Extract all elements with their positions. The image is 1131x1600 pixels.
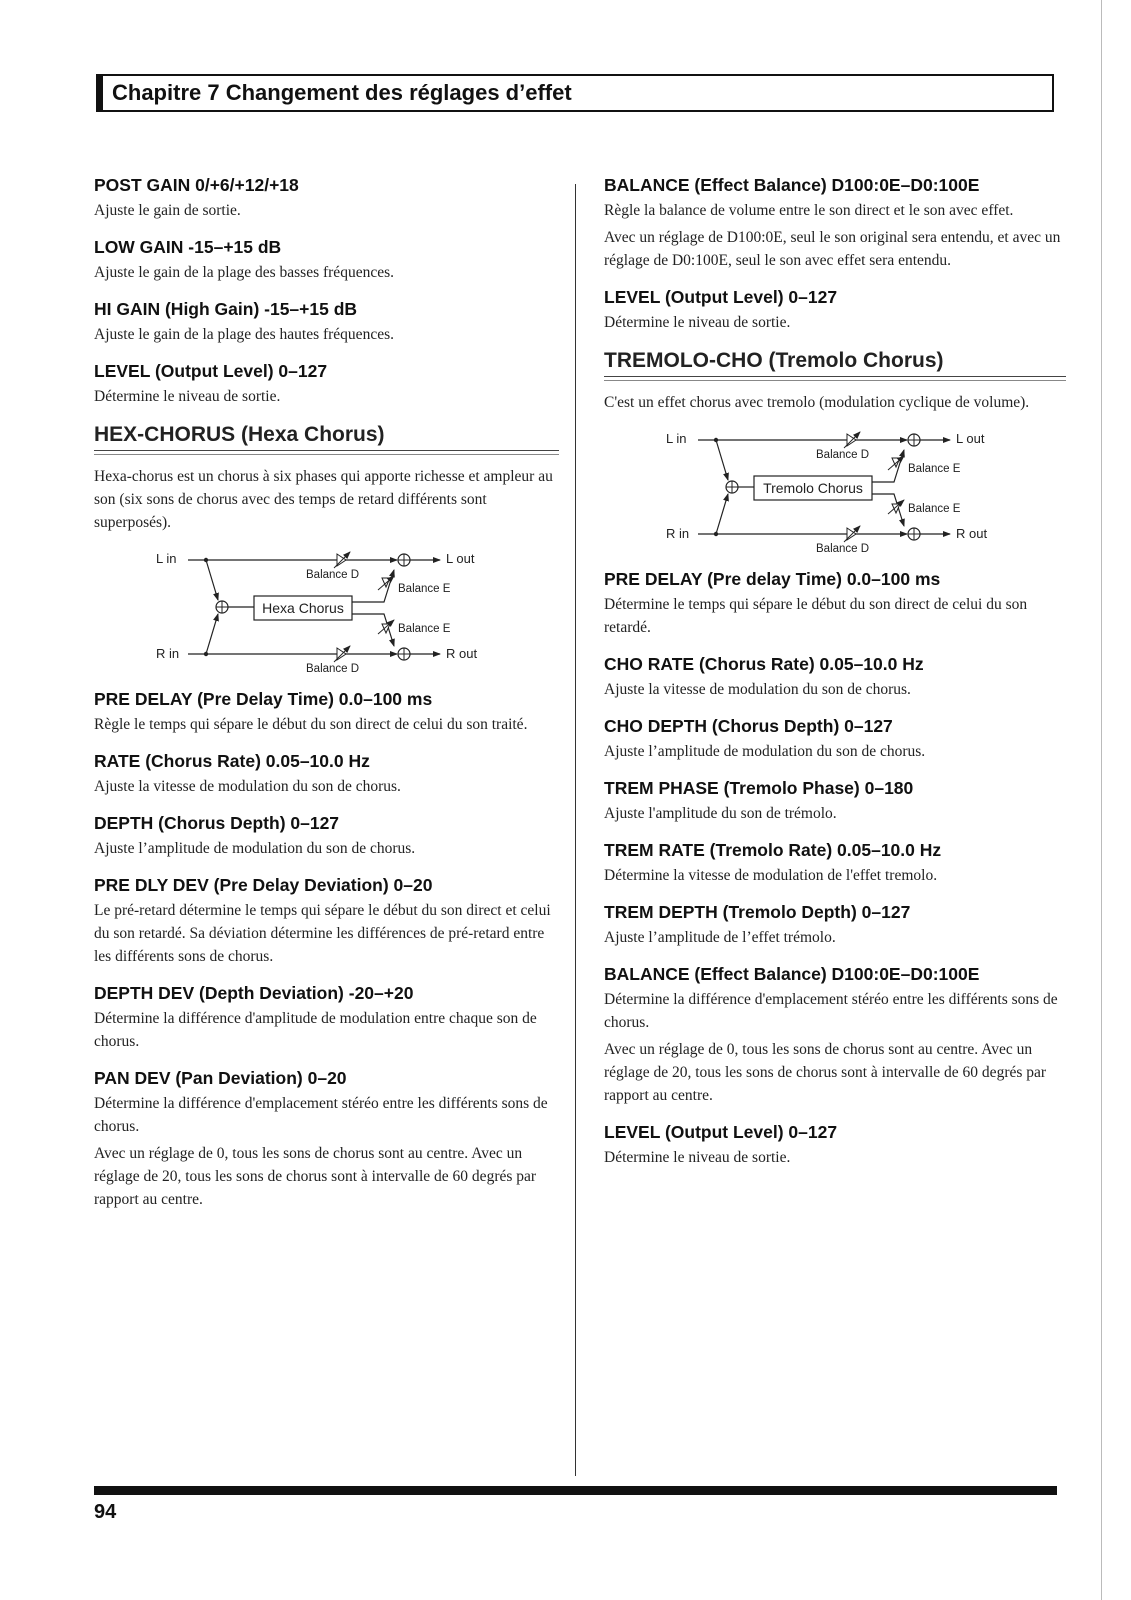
param-description: Détermine la différence d'emplacement stéréo entre les différents sons de chorus. — [94, 1095, 548, 1135]
param-title: DEPTH (Chorus Depth) 0–127 — [94, 813, 340, 833]
param-title: RATE (Chorus Rate) 0.05–10.0 Hz — [94, 751, 370, 771]
param-title: CHO RATE (Chorus Rate) 0.05–10.0 Hz — [604, 654, 924, 674]
diagram-balance-d-top: Balance D — [306, 569, 360, 581]
left-column — [94, 174, 559, 1225]
param-description: Le pré-retard détermine le temps qui sépare le début du son direct et celui du son retardé. Sa déviation détermine les différences de pré-retard entre les différents sons de chorus. — [94, 902, 551, 965]
left-params-top — [94, 174, 559, 408]
param-description: Ajuste l’amplitude de modulation du son de chorus. — [604, 743, 926, 760]
diagram-l-in: L in — [156, 551, 177, 566]
param-balance — [604, 174, 1066, 272]
diagram-balance-d-top: Balance D — [816, 449, 870, 461]
diagram-balance-e-bottom: Balance E — [398, 623, 451, 635]
param-low-gain — [94, 236, 559, 284]
section-rule — [94, 450, 559, 455]
hexa-chorus-diagram — [94, 542, 514, 678]
section-title: HEX-CHORUS (Hexa Chorus) — [94, 423, 385, 446]
diagram-balance-d-bottom: Balance D — [306, 663, 360, 675]
tremolo-chorus-diagram — [604, 422, 1024, 558]
param-description: Avec un réglage de 0, tous les sons de chorus sont au centre. Avec un réglage de 20, tous les sons de chorus sont à intervalle de 60 degrés par rapport au centre. — [94, 1145, 537, 1208]
param-title: TREM DEPTH (Tremolo Depth) 0–127 — [604, 902, 911, 922]
param-cho-depth — [604, 715, 1066, 763]
footer-bar — [94, 1486, 1057, 1495]
param-description: Avec un réglage de 0, tous les sons de chorus sont au centre. Avec un réglage de 20, tous les sons de chorus sont à intervalle de 60 degrés par rapport au centre. — [604, 1041, 1047, 1104]
param-description: Avec un réglage de D100:0E, seul le son original sera entendu, et avec un réglage de D0:100E, seul le son avec effet sera entendu. — [604, 229, 1061, 269]
param-pre-delay — [94, 688, 559, 736]
param-trem-depth — [604, 901, 1066, 949]
column-divider — [575, 184, 576, 1476]
section-hex-chorus — [94, 422, 559, 1211]
diagram-l-out: L out — [446, 551, 475, 566]
diagram-r-out: R out — [446, 646, 478, 661]
param-level — [604, 286, 1066, 334]
param-description: Détermine le niveau de sortie. — [604, 314, 791, 331]
param-balance — [604, 963, 1066, 1107]
param-title: BALANCE (Effect Balance) D100:0E–D0:100E — [604, 964, 980, 984]
param-description: Ajuste l'amplitude du son de trémolo. — [604, 805, 837, 822]
param-depth — [94, 812, 559, 860]
diagram-balance-e-top: Balance E — [908, 463, 961, 475]
param-level — [94, 360, 559, 408]
diagram-balance-e-top: Balance E — [398, 583, 451, 595]
chapter-title: Chapitre 7 Changement des réglages d’effet — [112, 80, 572, 105]
section-intro: Hexa-chorus est un chorus à six phases qui apporte richesse et ampleur au son (six sons de chorus avec des temps de retard différents sont superposés). — [94, 468, 553, 531]
param-description: Ajuste la vitesse de modulation du son de chorus. — [94, 778, 401, 795]
diagram-balance-d-bottom: Balance D — [816, 543, 870, 555]
param-description: Détermine la différence d'emplacement stéréo entre les différents sons de chorus. — [604, 991, 1058, 1031]
param-description: Ajuste le gain de sortie. — [94, 202, 241, 219]
param-pre-dly-dev — [94, 874, 559, 968]
param-title: CHO DEPTH (Chorus Depth) 0–127 — [604, 716, 893, 736]
param-title: HI GAIN (High Gain) -15–+15 dB — [94, 299, 358, 319]
param-description: Détermine le niveau de sortie. — [604, 1149, 791, 1166]
param-title: TREM RATE (Tremolo Rate) 0.05–10.0 Hz — [604, 840, 942, 860]
param-title: LEVEL (Output Level) 0–127 — [94, 361, 328, 381]
param-pan-dev — [94, 1067, 559, 1211]
param-depth-dev — [94, 982, 559, 1053]
section-intro: C'est un effet chorus avec tremolo (modulation cyclique de volume). — [604, 394, 1030, 411]
diagram-balance-e-bottom: Balance E — [908, 503, 961, 515]
param-hi-gain — [94, 298, 559, 346]
param-title: LOW GAIN -15–+15 dB — [94, 237, 282, 257]
param-title: POST GAIN 0/+6/+12/+18 — [94, 175, 299, 195]
param-trem-rate — [604, 839, 1066, 887]
param-post-gain — [94, 174, 559, 222]
param-title: PRE DELAY (Pre delay Time) 0.0–100 ms — [604, 569, 941, 589]
param-description: Ajuste l’amplitude de l’effet trémolo. — [604, 929, 836, 946]
section-tremolo-cho — [604, 348, 1066, 1169]
param-title: TREM PHASE (Tremolo Phase) 0–180 — [604, 778, 914, 798]
param-description: Règle le temps qui sépare le début du son direct de celui du son traité. — [94, 716, 528, 733]
param-description: Détermine le temps qui sépare le début du son direct de celui du son retardé. — [604, 596, 1028, 636]
param-description: Détermine la différence d'amplitude de modulation entre chaque son de chorus. — [94, 1010, 537, 1050]
param-title: PAN DEV (Pan Deviation) 0–20 — [94, 1068, 347, 1088]
param-level — [604, 1121, 1066, 1169]
chapter-header-bar — [98, 76, 103, 110]
right-column — [604, 174, 1066, 1183]
param-cho-rate — [604, 653, 1066, 701]
right-params-top — [604, 174, 1066, 334]
param-title: PRE DELAY (Pre Delay Time) 0.0–100 ms — [94, 689, 433, 709]
diagram-l-in: L in — [666, 431, 687, 446]
diagram-block-label: Hexa Chorus — [262, 600, 344, 616]
section-rule — [604, 376, 1066, 381]
param-pre-delay — [604, 568, 1066, 639]
page-edge-line — [1101, 0, 1102, 1600]
param-title: PRE DLY DEV (Pre Delay Deviation) 0–20 — [94, 875, 433, 895]
param-description: Détermine le niveau de sortie. — [94, 388, 281, 405]
param-trem-phase — [604, 777, 1066, 825]
param-description: Ajuste le gain de la plage des basses fréquences. — [94, 264, 394, 281]
diagram-l-out: L out — [956, 431, 985, 446]
param-description: Ajuste l’amplitude de modulation du son de chorus. — [94, 840, 416, 857]
param-description: Ajuste la vitesse de modulation du son de chorus. — [604, 681, 911, 698]
param-description: Ajuste le gain de la plage des hautes fréquences. — [94, 326, 394, 343]
diagram-r-in: R in — [666, 526, 690, 541]
param-rate — [94, 750, 559, 798]
chapter-header — [96, 74, 1054, 112]
diagram-r-in: R in — [156, 646, 180, 661]
param-description: Règle la balance de volume entre le son direct et le son avec effet. — [604, 202, 1014, 219]
param-title: LEVEL (Output Level) 0–127 — [604, 287, 838, 307]
diagram-r-out: R out — [956, 526, 988, 541]
diagram-block-label: Tremolo Chorus — [763, 480, 863, 496]
param-title: BALANCE (Effect Balance) D100:0E–D0:100E — [604, 175, 980, 195]
param-title: DEPTH DEV (Depth Deviation) -20–+20 — [94, 983, 414, 1003]
section-title: TREMOLO-CHO (Tremolo Chorus) — [604, 349, 944, 372]
page-number: 94 — [94, 1501, 117, 1523]
param-description: Détermine la vitesse de modulation de l'effet tremolo. — [604, 867, 938, 884]
param-title: LEVEL (Output Level) 0–127 — [604, 1122, 838, 1142]
